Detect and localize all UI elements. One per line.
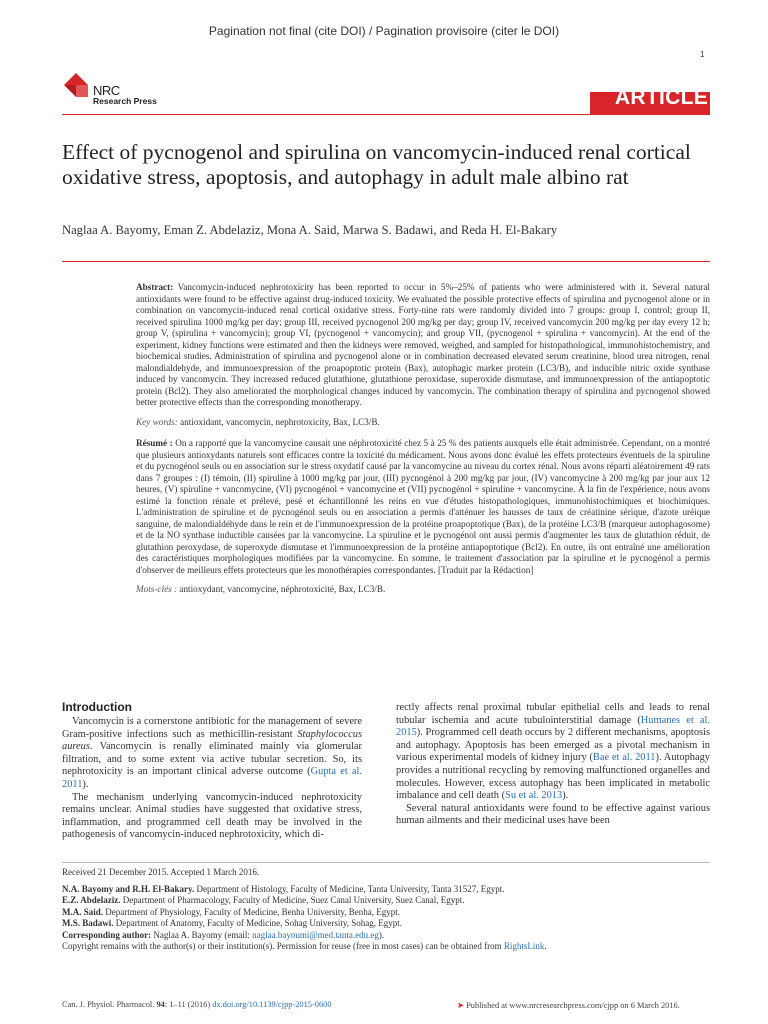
species-name: Staphylococcus aureus bbox=[62, 728, 362, 753]
title-rule bbox=[62, 261, 710, 262]
logo-nrc: NRC bbox=[93, 83, 120, 98]
abstract-label: Abstract: bbox=[136, 282, 174, 292]
intro-p1-text: Vancomycin is a cornerstone antibiotic for the management of severe Gram-positive infections such as methicillin-resistant bbox=[62, 716, 362, 740]
intro-paragraph-1 bbox=[62, 716, 362, 792]
abstract-en bbox=[136, 282, 710, 409]
author-list: Naglaa A. Bayomy, Eman Z. Abdelaziz, Mona A. Said, Marwa S. Badawi, and Reda H. El-Bakary bbox=[62, 223, 558, 237]
arrow-icon: ➤ bbox=[457, 1001, 465, 1010]
affiliation-1 bbox=[62, 884, 712, 896]
footnotes-block bbox=[62, 867, 712, 953]
affiliation-names: N.A. Bayomy and R.H. El-Bakary. bbox=[62, 883, 195, 894]
rightslink-link[interactable]: RightsLink bbox=[503, 941, 545, 951]
affiliation-text: Department of Anatomy, Faculty of Medicine, Sohag University, Sohag, Egypt. bbox=[113, 918, 403, 928]
abstract-block bbox=[136, 282, 710, 596]
citation-link[interactable]: Su et al. 2013 bbox=[505, 790, 563, 802]
pagination-note: Pagination not final (cite DOI) / Pagination provisoire (citer le DOI) bbox=[208, 24, 560, 38]
keywords-en bbox=[136, 417, 710, 429]
intro-r1-end: ). bbox=[562, 790, 569, 802]
received-dates: Received 21 December 2015. Accepted 1 March 2016. bbox=[62, 867, 260, 877]
page-number: 1 bbox=[700, 50, 705, 59]
affiliation-text: Department of Histology, Faculty of Medicine, Tanta University, Tanta 31527, Egypt. bbox=[194, 883, 505, 894]
resume-label: Résumé : bbox=[136, 438, 173, 448]
citation-volume: 94 bbox=[156, 1000, 165, 1009]
article-label: ARTICLE bbox=[614, 86, 708, 109]
copyright-text: Copyright remains with the author(s) or their institution(s). Permission for reuse (free in most cases) can be obtained from bbox=[62, 941, 504, 951]
intro-paragraph-2-cont bbox=[396, 702, 710, 803]
resume-text: On a rapporté que la vancomycine causait une néphrotoxicité chez 5 à 25 % des patients auxquels elle était administrée. Cependant, on a montré que plusieurs antioxydants naturels sont efficaces contre la toxicité du médicament. Nous avons donc évalué les effets protecteurs éventuels de la spiruline et du pycnogénol seuls ou en association sur le stress oxydatif causé par la vancomycine au niveau du cortex rénal. Nous avons réparti aléatoirement 49 rats dans 7 groupes : (I) témoin, (II) spiruline à 1000 mg/kg par jour, (III) pycnogénol à 200 mg/kg par jour, (IV) vancomycine à 200 mg/kg par jour aux 12 heures, (V) spiruline + vancomycine, (VI) pycnogénol + vancomycine et (VII) pycnogénol + spiruline + vancomycine. À la fin de l'expérience, nous avons estimé la fonction rénale et prélevé, pesé et échantillonné les reins en vue d'études histopathologiques, immunohistochimiques et biochimiques. L'administration de spiruline et de pycnogénol seuls ou en association a permis d'atténuer les hausses de taux de créatinine sérique, d'azote uréique sanguine, de malondialdéhyde dans le rein et de l'immunoexpression de la protéine proapoptotique (Bax), de la protéine LC3/B (marqueur autophagosome) et de la NO synthase inductible causées par la vancomycine. La spiruline et le pycnogénol ont aussi permis d'augmenter les taux de glutathion réduit, de glutathion peroxydase, de superoxyde dismutase et l'immunoexpression de la protéine antiapoptotique (Bcl2). En outre, ils ont entraîné une amélioration des caractéristiques morphologiques modifiées par la vancomycine. En somme, le traitement d'association par la spiruline et le pycnogénol a permis d'observer de meilleurs effets protecteurs que les monothérapies correspondantes. [Traduit par la Rédaction] bbox=[136, 438, 711, 575]
intro-p1-text-cont: . Vancomycin is renally eliminated mainly via glomerular filtration, and to some extent via active tubular secretion. So, its nephrotoxicity is an important clinical adverse outcome ( bbox=[62, 741, 362, 778]
corresponding-author bbox=[62, 930, 712, 942]
copyright-end: . bbox=[544, 941, 547, 951]
affiliation-4 bbox=[62, 918, 712, 930]
keywords-fr bbox=[136, 584, 710, 596]
logo-research-press: Research Press bbox=[93, 96, 157, 106]
intro-r1-text-b: ). Programmed cell death occurs by 2 different mechanisms, apoptosis and autophagy. Apoptosis has been emerged as a pivotal mechanism in various experimental models of kidney injury ( bbox=[396, 727, 710, 764]
affiliation-names: E.Z. Abdelaziz. bbox=[62, 895, 121, 905]
affiliation-text: Department of Physiology, Faculty of Medicine, Benha University, Benha, Egypt. bbox=[103, 906, 401, 917]
affiliation-2 bbox=[62, 895, 712, 907]
citation-pages: : 1–11 (2016) bbox=[164, 1000, 213, 1009]
keywords-label: Key words: bbox=[136, 416, 178, 427]
corresponding-text: Naglaa A. Bayomy (email: bbox=[151, 929, 253, 940]
copyright-notice bbox=[62, 941, 712, 953]
introduction-heading: Introduction bbox=[62, 700, 132, 714]
mots-cles-text: antioxydant, vancomycine, néphrotoxicité, Bax, LC3/B. bbox=[179, 584, 386, 594]
keywords-text: antioxidant, vancomycin, nephrotoxicity, Bax, LC3/B. bbox=[180, 416, 380, 427]
published-note bbox=[457, 1000, 680, 1010]
intro-right-column bbox=[396, 702, 710, 828]
publisher-logo-text bbox=[93, 85, 157, 107]
abstract-text: Vancomycin-induced nephrotoxicity has been reported to occur in 5%–25% of patients who were administered with it. Several natural antioxidants were found to be effective against drug-induced toxicity. We evaluated the possible protective effects of spirulina and pycnogenol alone or in combination on vancomycin-induced renal cortical oxidative stress. Forty-nine rats were randomly divided into 7 groups: group I, control; group II, received spirulina 1000 mg/kg per day; group III, received pycnogenol 200 mg/kg per day; group IV, received vancomycin 200 mg/kg per day every 12 h; group V, (spirulina + vancomycin); group VI, (pycnogenol + vancomycin); and group VII, (pycnogenol + spirulina + vancomycin). At the end of the experiment, kidney functions were estimated and then the kidneys were removed, weighed, and sampled for histopathological, immunohistochemistry, and biochemical studies. Administration of spirulina and pycnogenol alone or in combination decreased elevated serum creatinine, blood urea nitrogen, renal malondialdehyde, and immunoexpression of the proapoptotic protein (Bax), autophagic marker protein (LC3/B), and inducible nitric oxide synthase induced by vancomycin. They increased reduced glutathione, glutathione peroxidase, superoxide dismutase, and immunoexpression of the antiapoptotic protein (Bcl2). They also ameliorated the morphological changes induced by vancomycin. The combination therapy of spirulina and pycnogenol showed better protective effects than the corresponding monotherapy. bbox=[136, 282, 710, 407]
intro-paragraph-2: The mechanism underlying vancomycin-induced nephrotoxicity remains unclear. Animal studies have suggested that oxidative stress, inflammation, and programmed cell death may be involved in the pathogenesis of vancomycin-induced nephrotoxicity, which di- bbox=[62, 791, 362, 841]
footnote-rule bbox=[62, 862, 710, 863]
journal-citation bbox=[62, 1000, 332, 1009]
affiliation-names: M.A. Said. bbox=[62, 906, 104, 917]
published-text: Published at www.nrcresearchpress.com/cjpp on 6 March 2016. bbox=[466, 1001, 680, 1010]
affiliation-3 bbox=[62, 907, 712, 919]
paper-title: Effect of pycnogenol and spirulina on vancomycin-induced renal cortical oxidative stress, apoptosis, and autophagy in adult male albino rat bbox=[62, 140, 691, 189]
affiliation-names: M.S. Badawi. bbox=[62, 918, 114, 928]
citation-link[interactable]: Bae et al. 2011 bbox=[592, 752, 656, 764]
abstract-fr bbox=[136, 438, 710, 576]
citation-link[interactable]: Humanes et al. 2015 bbox=[396, 714, 710, 739]
intro-r1-text: rectly affects renal proximal tubular epithelial cells and leads to renal tubular ischemia and acute tubulointerstitial damage ( bbox=[396, 702, 710, 726]
mots-cles-label: Mots-clés : bbox=[136, 584, 178, 594]
corresponding-end: ). bbox=[378, 929, 385, 940]
doi-link[interactable]: dx.doi.org/10.1139/cjpp-2015-0600 bbox=[212, 1000, 332, 1009]
header-rule bbox=[62, 114, 710, 115]
affiliation-text: Department of Pharmacology, Faculty of Medicine, Suez Canal University, Suez Canal, Egypt. bbox=[120, 895, 465, 905]
citation-link[interactable]: Gupta et al. 2011 bbox=[62, 766, 362, 790]
citation-journal: Can. J. Physiol. Pharmacol. bbox=[62, 1000, 157, 1009]
intro-r1-text-c: ). Autophagy provides a nutritional recycling by removing malfunctioned organelles and molecules. However, excess autophagy has been implicated in metabolic imbalance and cell death ( bbox=[396, 752, 710, 802]
intro-p1-end: ). bbox=[82, 778, 89, 790]
email-link[interactable]: naglaa.bayoumi@med.tanta.edu.eg bbox=[252, 929, 379, 940]
corresponding-label: Corresponding author: bbox=[62, 929, 152, 940]
intro-paragraph-3: Several natural antioxidants were found to be effective against various human ailments and their medicinal uses have been bbox=[396, 802, 710, 827]
intro-left-column bbox=[62, 716, 362, 842]
